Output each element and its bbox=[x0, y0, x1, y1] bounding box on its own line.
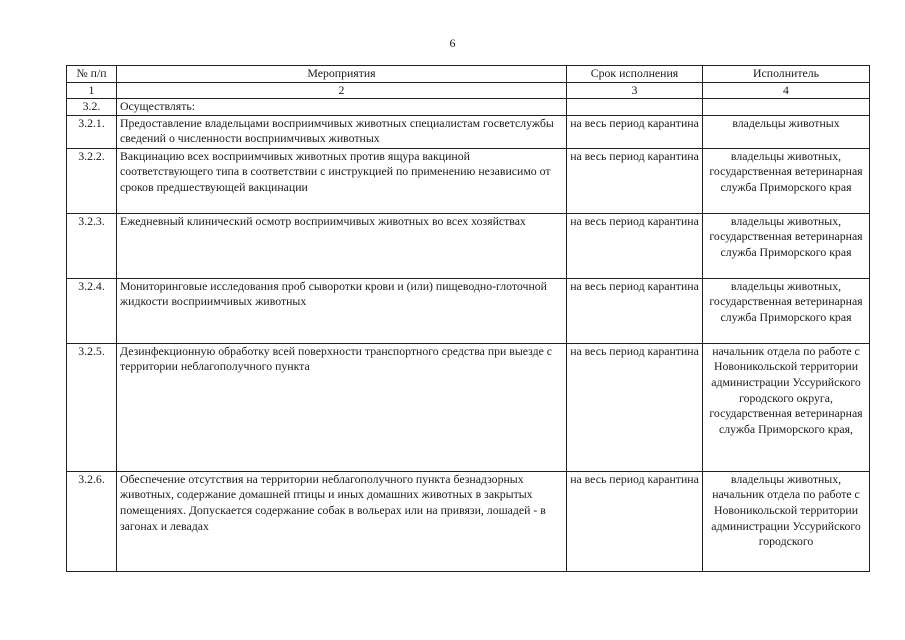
measure-text: Вакцинацию всех восприимчивых животных против ящура вакциной соответствующего типа в соответствии с инструкцией по применению независимо от сроков предшествующей вакцинации bbox=[117, 148, 567, 213]
measure-text: Мониторинговые исследования проб сыворотки крови и (или) пищеводно-глоточной жидкости восприимчивых животных bbox=[117, 278, 567, 343]
executor-text: начальник отдела по работе с Новоникольской территории администрации Уссурийского городского округа, государственная ветеринарная служба Приморского края, bbox=[703, 343, 870, 471]
measures-table bbox=[66, 65, 870, 572]
deadline-text: на весь период карантина bbox=[567, 115, 703, 148]
header-measures: Мероприятия bbox=[117, 66, 567, 83]
column-number-cell: 3 bbox=[567, 82, 703, 99]
table-row bbox=[67, 99, 870, 116]
measure-text: Осуществлять: bbox=[117, 99, 567, 116]
deadline-text bbox=[567, 99, 703, 116]
column-number-cell: 2 bbox=[117, 82, 567, 99]
table-row bbox=[67, 343, 870, 471]
row-number: 3.2. bbox=[67, 99, 117, 116]
column-number-cell: 4 bbox=[703, 82, 870, 99]
measure-text: Обеспечение отсутствия на территории неблагополучного пункта безнадзорных животных, содержание домашней птицы и иных домашних животных в закрытых помещениях. Допускается содержание собак в вольерах или на привязи, лошадей - в загонах и левадах bbox=[117, 471, 567, 571]
table-row bbox=[67, 471, 870, 571]
deadline-text: на весь период карантина bbox=[567, 278, 703, 343]
column-number-row bbox=[67, 82, 870, 99]
row-number: 3.2.5. bbox=[67, 343, 117, 471]
measure-text: Предоставление владельцами восприимчивых животных специалистам госветслужбы сведений о численности восприимчивых животных bbox=[117, 115, 567, 148]
table-row bbox=[67, 148, 870, 213]
executor-text: владельцы животных bbox=[703, 115, 870, 148]
header-deadline: Срок исполнения bbox=[567, 66, 703, 83]
deadline-text: на весь период карантина bbox=[567, 213, 703, 278]
column-number-cell: 1 bbox=[67, 82, 117, 99]
executor-text: владельцы животных, государственная ветеринарная служба Приморского края bbox=[703, 148, 870, 213]
deadline-text: на весь период карантина bbox=[567, 148, 703, 213]
table-row bbox=[67, 115, 870, 148]
row-number: 3.2.2. bbox=[67, 148, 117, 213]
row-number: 3.2.3. bbox=[67, 213, 117, 278]
header-executor: Исполнитель bbox=[703, 66, 870, 83]
executor-text: владельцы животных, государственная ветеринарная служба Приморского края bbox=[703, 278, 870, 343]
table-row bbox=[67, 278, 870, 343]
row-number: 3.2.6. bbox=[67, 471, 117, 571]
header-row bbox=[67, 66, 870, 83]
table-row bbox=[67, 213, 870, 278]
header-number: № п/п bbox=[67, 66, 117, 83]
measure-text: Ежедневный клинический осмотр восприимчивых животных во всех хозяйствах bbox=[117, 213, 567, 278]
row-number: 3.2.4. bbox=[67, 278, 117, 343]
measure-text: Дезинфекционную обработку всей поверхности транспортного средства при выезде с территории неблагополучного пункта bbox=[117, 343, 567, 471]
page-number: 6 bbox=[449, 36, 456, 50]
row-number: 3.2.1. bbox=[67, 115, 117, 148]
executor-text: владельцы животных, государственная ветеринарная служба Приморского края bbox=[703, 213, 870, 278]
deadline-text: на весь период карантина bbox=[567, 471, 703, 571]
executor-text: владельцы животных, начальник отдела по работе с Новоникольской территории администрации Уссурийского городского bbox=[703, 471, 870, 571]
deadline-text: на весь период карантина bbox=[567, 343, 703, 471]
executor-text bbox=[703, 99, 870, 116]
